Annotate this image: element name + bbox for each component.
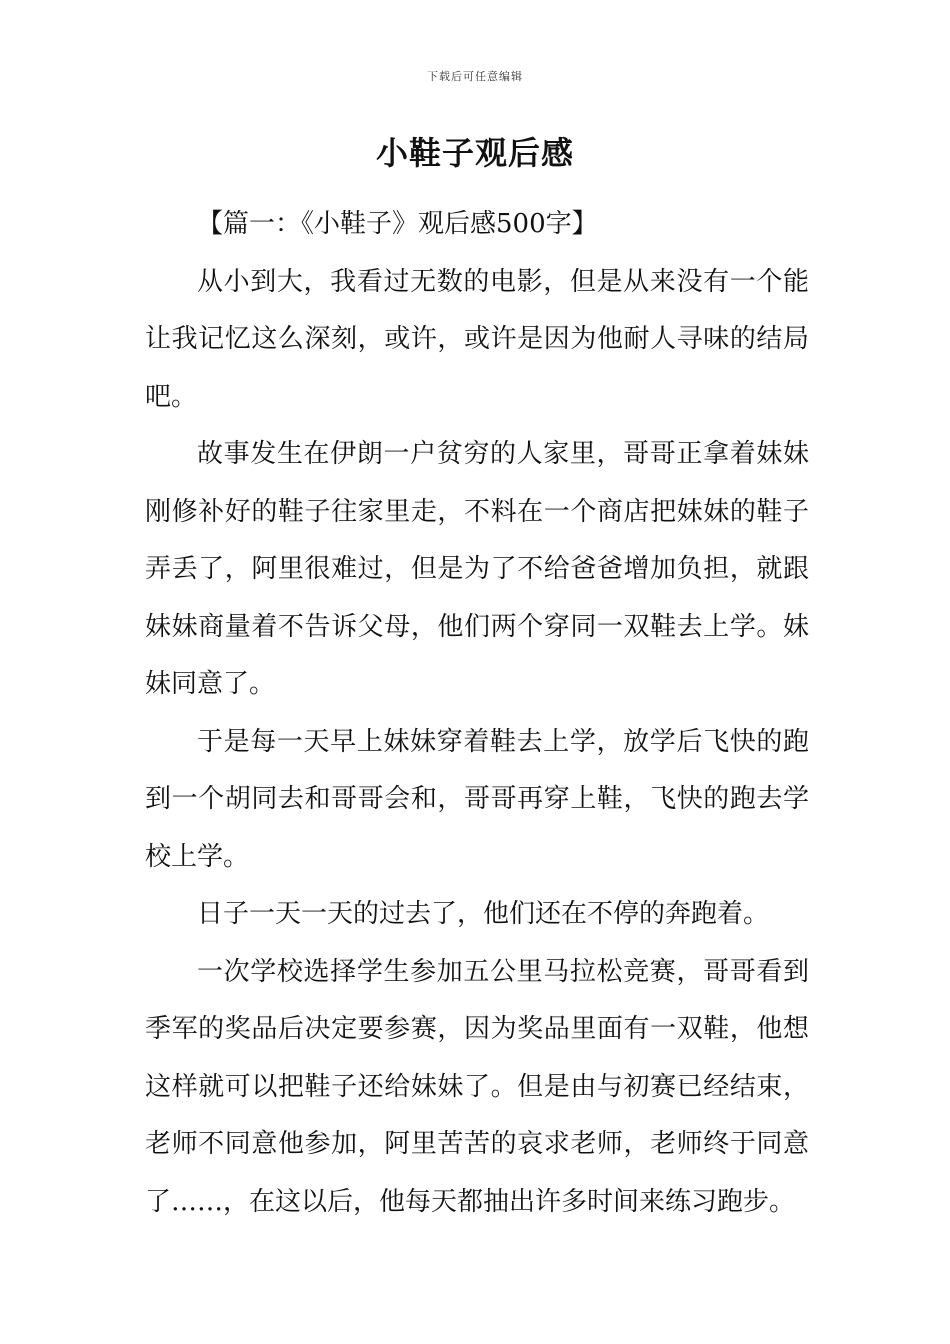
- paragraph-2: 故事发生在伊朗一户贫穷的人家里，哥哥正拿着妹妹刚修补好的鞋子往家里走，不料在一个商店把妹妹的鞋子弄丢了，阿里很难过，但是为了不给爸爸增加负担，就跟妹妹商量着不告诉父母，他们两个穿同一双鞋去上学。妹妹同意了。: [145, 439, 809, 699]
- document-body: [145, 196, 809, 1231]
- document-title: 小鞋子观后感: [375, 134, 574, 172]
- section-heading: 【篇一：《小鞋子》观后感500字】: [197, 209, 598, 239]
- paragraph-4: 日子一天一天的过去了，他们还在不停的奔跑着。: [197, 899, 770, 929]
- header-note: 下载后可任意编辑: [427, 70, 523, 83]
- paragraph-1: 从小到大，我看过无数的电影，但是从来没有一个能让我记忆这么深刻，或许，或许是因为他耐人寻味的结局吧。: [145, 266, 809, 412]
- paragraph-5: 一次学校选择学生参加五公里马拉松竞赛，哥哥看到季军的奖品后决定要参赛，因为奖品里面有一双鞋，他想这样就可以把鞋子还给妹妹了。但是由与初赛已经结束，老师不同意他参加，阿里苦苦的哀求老师，老师终于同意了……，在这以后，他每天都抽出许多时间来练习跑步。: [145, 956, 809, 1217]
- paragraph-3: 于是每一天早上妹妹穿着鞋去上学，放学后飞快的跑到一个胡同去和哥哥会和，哥哥再穿上鞋，飞快的跑去学校上学。: [145, 726, 809, 872]
